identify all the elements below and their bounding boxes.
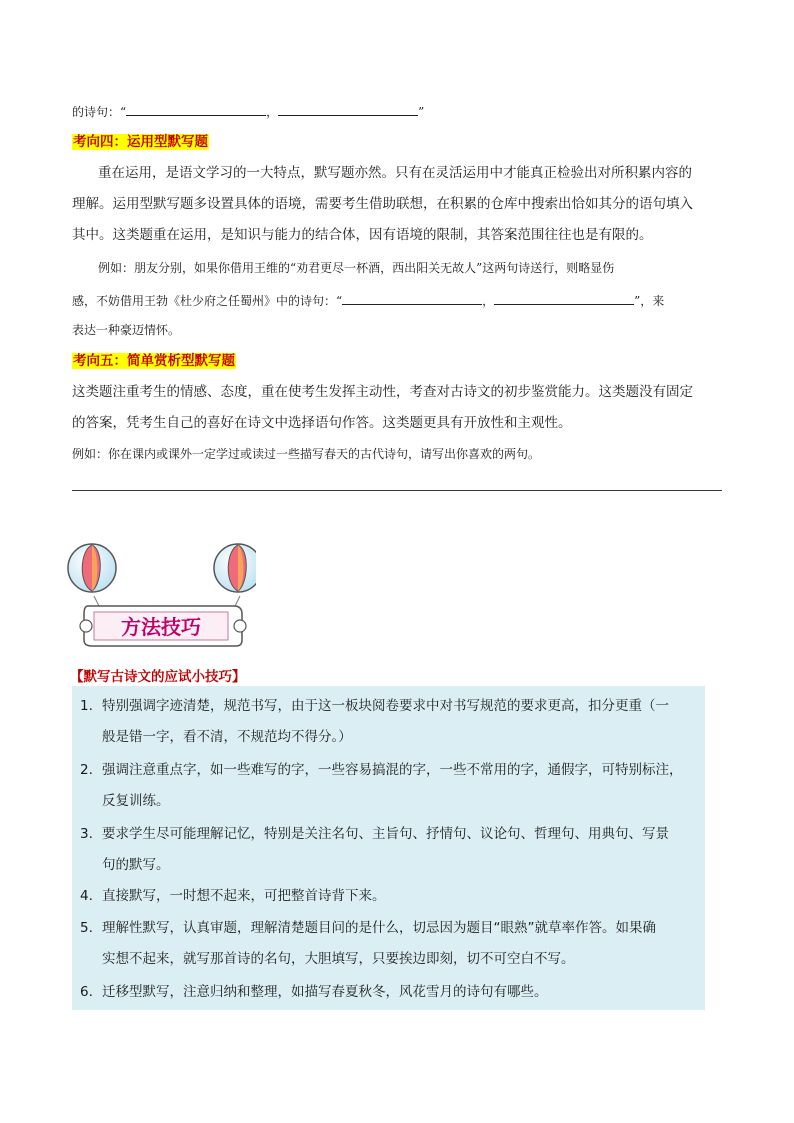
paragraph-line: 重在运用，是语文学习的一大特点，默写题亦然。只有在灵活运用中才能真正检验出对所积累内容的 — [98, 165, 692, 181]
example-fill-line — [72, 290, 722, 311]
tips-title: 【默写古诗文的应试小技巧】 — [70, 669, 246, 685]
item-number: 2. — [80, 762, 93, 778]
item-number: 6. — [80, 984, 93, 1000]
balloon-icon — [68, 544, 116, 616]
example-line: 表达一种豪迈情怀。 — [72, 323, 181, 337]
item-number: 4. — [80, 888, 93, 904]
answer-blank[interactable] — [278, 101, 418, 116]
paragraph-line: 其中。这类题重在运用，是知识与能力的结合体，因有语境的限制，其答案范围往往也是有限的。 — [72, 227, 653, 243]
item-text: 反复训练。 — [102, 793, 170, 809]
line-prefix: 的诗句：“ — [72, 105, 127, 119]
balloon-icon — [214, 544, 256, 616]
method-banner — [66, 536, 256, 648]
tips-box — [72, 686, 705, 1010]
item-text: 强调注意重点字，如一些难写的字，一些容易搞混的字，一些不常用的字，通假字，可特别标注， — [102, 762, 683, 778]
item-number: 5. — [80, 920, 93, 936]
line-suffix: ”，来 — [634, 294, 665, 308]
banner-title: 方法技巧 — [121, 615, 201, 639]
poem-fill-line — [72, 101, 722, 122]
comma: ， — [482, 294, 495, 308]
paragraph-line: 这类题注重考生的情感、态度，重在使考生发挥主动性，考查对古诗文的初步鉴赏能力。这类题没有固定 — [72, 384, 693, 400]
section-heading — [72, 351, 722, 371]
answer-blank[interactable] — [342, 290, 482, 305]
example-line: 例如：你在课内或课外一定学过或读过一些描写春天的古代诗句，请写出你喜欢的两句。 — [72, 447, 541, 461]
item-text: 般是错一字，看不清，不规范均不得分。） — [102, 729, 352, 745]
section-divider — [72, 490, 722, 491]
scroll-ribbon — [80, 606, 246, 646]
item-text: 句的默写。 — [102, 857, 170, 873]
line-prefix: 感，不妨借用王勃《杜少府之任蜀州》中的诗句：“ — [72, 294, 343, 308]
section-heading — [72, 132, 722, 152]
item-text: 迁移型默写，注意归纳和整理，如描写春夏秋冬，风花雪月的诗句有哪些。 — [102, 984, 548, 1000]
section4-heading: 考向四：运用型默写题 — [73, 134, 208, 150]
answer-blank[interactable] — [126, 101, 266, 116]
answer-blank[interactable] — [494, 290, 634, 305]
item-number: 1. — [80, 698, 93, 714]
item-text: 特别强调字迹清楚，规范书写，由于这一板块阅卷要求中对书写规范的要求更高，扣分更重（一 — [102, 698, 669, 714]
comma: ， — [266, 105, 279, 119]
item-number: 3. — [80, 826, 93, 842]
line-suffix: ” — [418, 105, 425, 119]
example-line: 例如：朋友分别，如果你借用王维的“劝君更尽一杯酒，西出阳关无故人”这两句诗送行，则略显伤 — [98, 261, 615, 275]
section5-heading: 考向五：简单赏析型默写题 — [73, 353, 235, 369]
item-text: 理解性默写，认真审题，理解清楚题目问的是什么，切忌因为题目“眼熟”就草率作答。如果确 — [102, 920, 656, 936]
item-text: 实想不起来，就写那首诗的名句，大胆填写，只要挨边即刻，切不可空白不写。 — [102, 951, 575, 967]
item-text: 直接默写，一时想不起来，可把整首诗背下来。 — [102, 888, 386, 904]
paragraph-line: 的答案，凭考生自己的喜好在诗文中选择语句作答。这类题更具有开放性和主观性。 — [72, 415, 572, 431]
paragraph-line: 理解。运用型默写题多设置具体的语境，需要考生借助联想，在积累的仓库中搜索出恰如其分的语句填入 — [72, 196, 693, 212]
item-text: 要求学生尽可能理解记忆，特别是关注名句、主旨句、抒情句、议论句、哲理句、用典句、写景 — [102, 826, 669, 842]
